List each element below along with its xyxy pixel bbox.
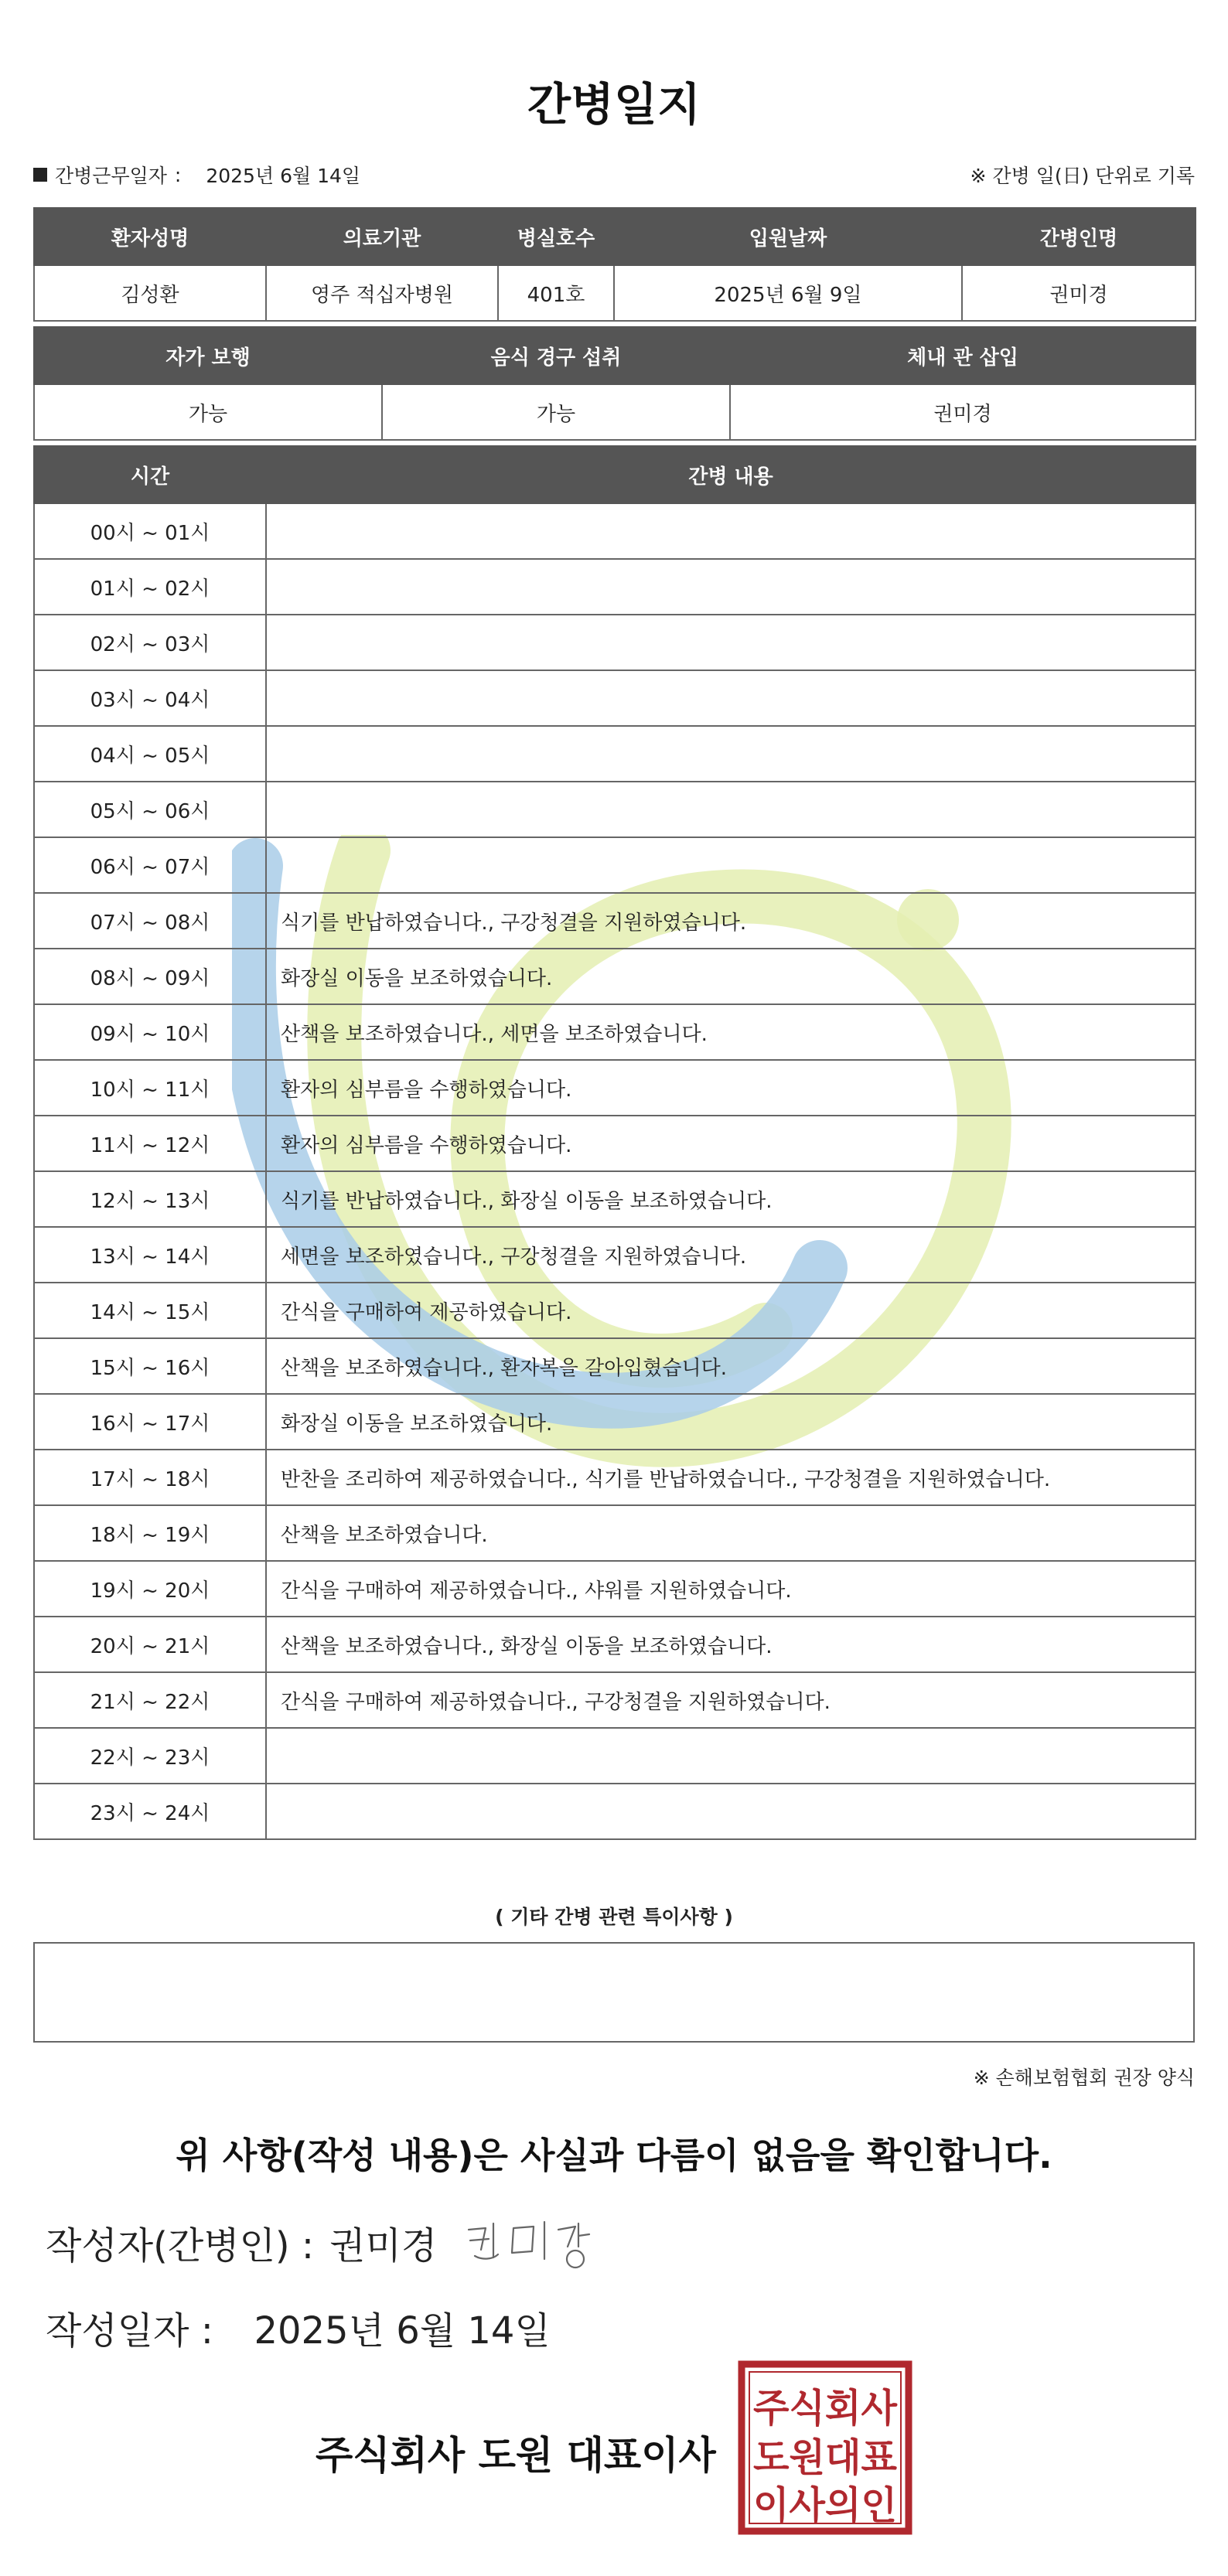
patient-value-row xyxy=(34,265,1196,321)
table-row xyxy=(34,782,1196,837)
table-row xyxy=(34,559,1196,615)
table-row xyxy=(34,1227,1196,1283)
header-admission-date: 입원날짜 xyxy=(614,208,962,265)
table-row xyxy=(34,503,1196,559)
writer-line xyxy=(46,2216,437,2269)
care-content: 세면을 보조하였습니다., 구강청결을 지원하였습니다. xyxy=(266,1227,1196,1283)
care-content: 화장실 이동을 보조하였습니다. xyxy=(266,949,1196,1004)
caregiver-name: 권미경 xyxy=(962,265,1196,321)
written-date-value: 2025년 6월 14일 xyxy=(254,2309,551,2353)
table-row xyxy=(34,1283,1196,1338)
care-content: 반찬을 조리하여 제공하였습니다., 식기를 반납하였습니다., 구강청결을 지원하였습니다. xyxy=(266,1450,1196,1505)
header-care-content: 간병 내용 xyxy=(266,446,1196,503)
care-content: 산책을 보조하였습니다. xyxy=(266,1505,1196,1561)
time-slot: 12시 ~ 13시 xyxy=(34,1171,266,1227)
header-room: 병실호수 xyxy=(498,208,614,265)
care-content: 산책을 보조하였습니다., 환자복을 갈아입혔습니다. xyxy=(266,1338,1196,1394)
care-content xyxy=(266,559,1196,615)
time-slot: 10시 ~ 11시 xyxy=(34,1060,266,1116)
table-row xyxy=(34,1784,1196,1839)
time-slot: 01시 ~ 02시 xyxy=(34,559,266,615)
table-row xyxy=(34,1116,1196,1171)
care-content: 간식을 구매하여 제공하였습니다. xyxy=(266,1283,1196,1338)
time-slot: 09시 ~ 10시 xyxy=(34,1004,266,1060)
table-row xyxy=(34,1672,1196,1728)
self-walking-value: 가능 xyxy=(34,384,382,440)
time-slot: 16시 ~ 17시 xyxy=(34,1394,266,1450)
care-content: 간식을 구매하여 제공하였습니다., 구강청결을 지원하였습니다. xyxy=(266,1672,1196,1728)
table-row xyxy=(34,726,1196,782)
table-row xyxy=(34,1728,1196,1784)
hourly-header-row xyxy=(34,446,1196,503)
care-content xyxy=(266,782,1196,837)
table-row xyxy=(34,1171,1196,1227)
written-date-line xyxy=(46,2301,551,2354)
table-row xyxy=(34,1561,1196,1617)
work-date-separator: : xyxy=(174,163,182,186)
time-slot: 07시 ~ 08시 xyxy=(34,893,266,949)
patient-name: 김성환 xyxy=(34,265,266,321)
header-hospital: 의료기관 xyxy=(266,208,498,265)
care-content xyxy=(266,837,1196,893)
table-row xyxy=(34,1004,1196,1060)
writer-name: 권미경 xyxy=(329,2224,438,2268)
care-content: 산책을 보조하였습니다., 화장실 이동을 보조하였습니다. xyxy=(266,1617,1196,1672)
care-content: 식기를 반납하였습니다., 화장실 이동을 보조하였습니다. xyxy=(266,1171,1196,1227)
care-content: 식기를 반납하였습니다., 구강청결을 지원하였습니다. xyxy=(266,893,1196,949)
time-slot: 11시 ~ 12시 xyxy=(34,1116,266,1171)
care-content: 환자의 심부름을 수행하였습니다. xyxy=(266,1060,1196,1116)
time-slot: 19시 ~ 20시 xyxy=(34,1561,266,1617)
time-slot: 00시 ~ 01시 xyxy=(34,503,266,559)
time-slot: 08시 ~ 09시 xyxy=(34,949,266,1004)
page-title: 간병일지 xyxy=(527,78,701,131)
care-content xyxy=(266,503,1196,559)
time-slot: 15시 ~ 16시 xyxy=(34,1338,266,1394)
header-time: 시간 xyxy=(34,446,266,503)
work-date-row xyxy=(33,161,1195,195)
writer-label: 작성자(간병인) : xyxy=(46,2224,315,2268)
care-content xyxy=(266,1784,1196,1839)
notes-section-title: ( 기타 간병 관련 특이사항 ) xyxy=(495,1906,733,1928)
hourly-care-table xyxy=(33,445,1196,1840)
written-date-label: 작성일자 : xyxy=(46,2309,213,2353)
seal-line-2: 도원대표 xyxy=(753,2435,898,2480)
company-representative: 주식회사 도원 대표이사 xyxy=(316,2433,716,2478)
header-self-walking: 자가 보행 xyxy=(34,327,382,384)
special-notes-box xyxy=(33,1942,1195,2043)
seal-line-3: 이사의인 xyxy=(753,2483,897,2528)
ability-value-row xyxy=(34,384,1196,440)
care-content: 화장실 이동을 보조하였습니다. xyxy=(266,1394,1196,1450)
recommendation-note: ※ 손해보험협회 권장 양식 xyxy=(973,2067,1195,2089)
ability-table xyxy=(33,326,1196,441)
table-row xyxy=(34,1394,1196,1450)
time-slot: 13시 ~ 14시 xyxy=(34,1227,266,1283)
care-content xyxy=(266,1728,1196,1784)
work-date-value: 2025년 6월 14일 xyxy=(206,165,361,187)
tube-insertion-value: 권미경 xyxy=(730,384,1196,440)
ability-header-row xyxy=(34,327,1196,384)
header-oral-intake: 음식 경구 섭취 xyxy=(382,327,730,384)
time-slot: 22시 ~ 23시 xyxy=(34,1728,266,1784)
care-content: 간식을 구매하여 제공하였습니다., 샤워를 지원하였습니다. xyxy=(266,1561,1196,1617)
care-content xyxy=(266,726,1196,782)
time-slot: 23시 ~ 24시 xyxy=(34,1784,266,1839)
confirmation-statement: 위 사항(작성 내용)은 사실과 다름이 없음을 확인합니다. xyxy=(176,2135,1052,2176)
time-slot: 06시 ~ 07시 xyxy=(34,837,266,893)
admission-date: 2025년 6월 9일 xyxy=(614,265,962,321)
table-row xyxy=(34,1060,1196,1116)
time-slot: 02시 ~ 03시 xyxy=(34,615,266,670)
oral-intake-value: 가능 xyxy=(382,384,730,440)
header-patient-name: 환자성명 xyxy=(34,208,266,265)
time-slot: 21시 ~ 22시 xyxy=(34,1672,266,1728)
table-row xyxy=(34,949,1196,1004)
time-slot: 04시 ~ 05시 xyxy=(34,726,266,782)
time-slot: 14시 ~ 15시 xyxy=(34,1283,266,1338)
record-unit-note: ※ 간병 일(日) 단위로 기록 xyxy=(970,165,1195,187)
company-seal xyxy=(737,2360,913,2536)
table-row xyxy=(34,670,1196,726)
square-bullet-icon xyxy=(33,168,47,182)
patient-info-table xyxy=(33,207,1196,322)
time-slot: 20시 ~ 21시 xyxy=(34,1617,266,1672)
handwritten-signature xyxy=(462,2213,617,2274)
care-content xyxy=(266,615,1196,670)
header-tube-insertion: 체내 관 삽입 xyxy=(730,327,1196,384)
work-date-group xyxy=(33,161,360,189)
table-row xyxy=(34,837,1196,893)
time-slot: 17시 ~ 18시 xyxy=(34,1450,266,1505)
seal-line-1: 주식회사 xyxy=(753,2386,898,2431)
table-row xyxy=(34,1450,1196,1505)
patient-header-row xyxy=(34,208,1196,265)
table-row xyxy=(34,1338,1196,1394)
time-slot: 18시 ~ 19시 xyxy=(34,1505,266,1561)
table-row xyxy=(34,1505,1196,1561)
table-row xyxy=(34,893,1196,949)
work-date-label: 간병근무일자 xyxy=(55,165,167,187)
care-content: 환자의 심부름을 수행하였습니다. xyxy=(266,1116,1196,1171)
table-row xyxy=(34,615,1196,670)
table-row xyxy=(34,1617,1196,1672)
care-content xyxy=(266,670,1196,726)
care-content: 산책을 보조하였습니다., 세면을 보조하였습니다. xyxy=(266,1004,1196,1060)
header-caregiver: 간병인명 xyxy=(962,208,1196,265)
time-slot: 05시 ~ 06시 xyxy=(34,782,266,837)
hospital-name: 영주 적십자병원 xyxy=(266,265,498,321)
time-slot: 03시 ~ 04시 xyxy=(34,670,266,726)
hourly-rows xyxy=(34,503,1196,1839)
room-number: 401호 xyxy=(498,265,614,321)
